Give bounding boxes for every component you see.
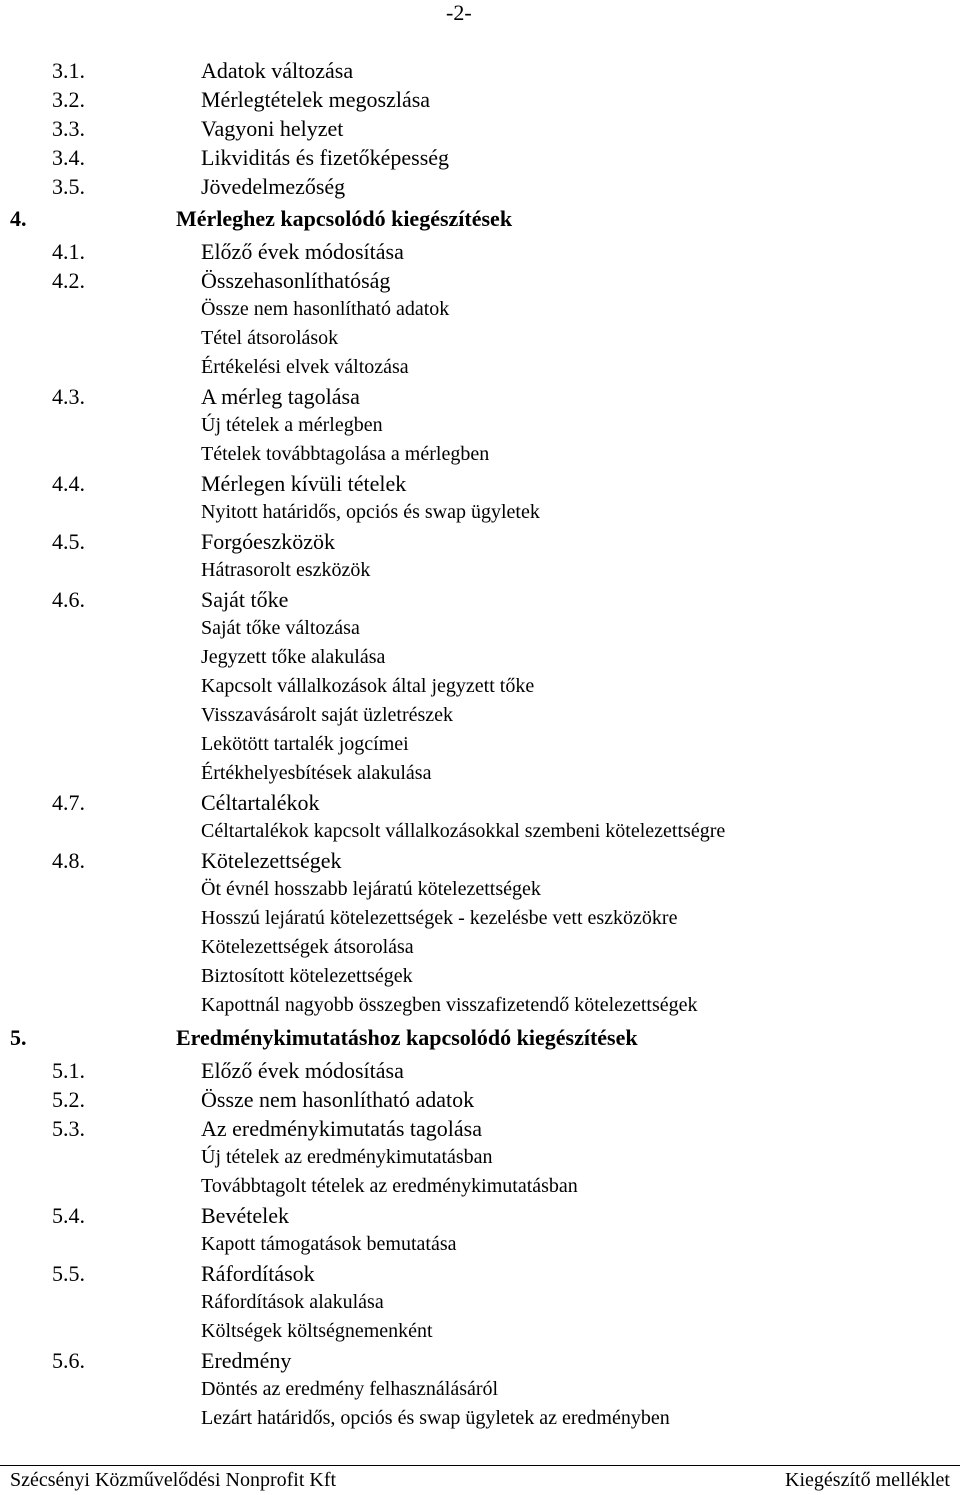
toc-number: 4.5. (52, 529, 85, 554)
toc-item-row (0, 846, 960, 875)
toc-number: 4.1. (52, 239, 85, 264)
toc-title: Tételek továbbtagolása a mérlegben (201, 443, 490, 465)
toc-number: 4.4. (52, 471, 85, 496)
toc-title: Kapcsolt vállalkozások által jegyzett tőke (201, 675, 535, 697)
toc-title: Új tételek a mérlegben (201, 414, 383, 436)
toc-subitem-row (0, 614, 960, 643)
toc-title: Lekötött tartalék jogcímei (201, 733, 409, 755)
toc-item-row (0, 585, 960, 614)
toc-subitem-row (0, 933, 960, 962)
toc-title: Jövedelmezőség (201, 174, 346, 199)
toc-subitem-row (0, 962, 960, 991)
toc-title: Mérleghez kapcsolódó kiegészítések (176, 206, 513, 231)
toc-subitem-row (0, 817, 960, 846)
toc-number: 3.4. (52, 145, 85, 170)
toc-title: Hosszú lejáratú kötelezettségek - kezelésbe vett eszközökre (201, 907, 678, 929)
toc-item-row (0, 469, 960, 498)
toc-title: Mérlegtételek megoszlása (201, 87, 431, 112)
toc-number: 5.1. (52, 1058, 85, 1083)
toc-section-row (0, 201, 960, 237)
toc-item-row (0, 172, 960, 201)
toc-number: 3.1. (52, 58, 85, 83)
toc-number: 4. (10, 206, 27, 231)
toc-subitem-row (0, 875, 960, 904)
toc-subitem-row (0, 701, 960, 730)
toc-title: Forgóeszközök (201, 529, 336, 554)
toc-subitem-row (0, 1404, 960, 1433)
toc-title: Ráfordítások alakulása (201, 1291, 384, 1313)
toc-subitem-row (0, 1230, 960, 1259)
toc-item-row (0, 237, 960, 266)
toc-number: 4.8. (52, 848, 85, 873)
toc-subitem-row (0, 556, 960, 585)
toc-section-row (0, 1020, 960, 1056)
toc-subitem-row (0, 353, 960, 382)
toc-title: Hátrasorolt eszközök (201, 559, 371, 581)
toc-item-row (0, 1085, 960, 1114)
toc-item-row (0, 1201, 960, 1230)
toc-subitem-row (0, 440, 960, 469)
toc-title: Nyitott határidős, opciós és swap ügyletek (201, 501, 540, 523)
toc-number: 4.3. (52, 384, 85, 409)
toc-item-row (0, 1259, 960, 1288)
toc-subitem-row (0, 1143, 960, 1172)
toc-number: 3.3. (52, 116, 85, 141)
toc-item-row (0, 266, 960, 295)
toc-subitem-row (0, 324, 960, 353)
toc-subitem-row (0, 730, 960, 759)
toc-item-row (0, 527, 960, 556)
footer-document-title: Kiegészítő melléklet (785, 1469, 950, 1491)
toc-title: Kapottnál nagyobb összegben visszafizetendő kötelezettségek (201, 994, 698, 1016)
toc-subitem-row (0, 759, 960, 788)
toc-subitem-row (0, 295, 960, 324)
toc-title: Össze nem hasonlítható adatok (201, 298, 450, 320)
toc-title: Értékhelyesbítések alakulása (201, 762, 432, 784)
footer-organization: Szécsényi Közművelődési Nonprofit Kft (10, 1469, 337, 1491)
toc-title: Költségek költségnemenként (201, 1320, 433, 1342)
toc-item-row (0, 1056, 960, 1085)
toc-number: 5.2. (52, 1087, 85, 1112)
toc-subitem-row (0, 1172, 960, 1201)
toc-title: Továbbtagolt tételek az eredménykimutatásban (201, 1175, 578, 1197)
toc-title: Saját tőke változása (201, 617, 360, 639)
toc-title: Új tételek az eredménykimutatásban (201, 1146, 493, 1168)
toc-number: 5.6. (52, 1348, 85, 1373)
toc-title: Bevételek (201, 1203, 289, 1228)
toc-number: 5.5. (52, 1261, 85, 1286)
toc-title: Előző évek módosítása (201, 1058, 404, 1083)
toc-title: Eredmény (201, 1348, 292, 1373)
toc-title: Öt évnél hosszabb lejáratú kötelezettségek (201, 878, 541, 900)
toc-title: Döntés az eredmény felhasználásáról (201, 1378, 499, 1400)
toc-title: Eredménykimutatáshoz kapcsolódó kiegészítések (176, 1025, 638, 1050)
toc-number: 4.7. (52, 790, 85, 815)
toc-title: Össze nem hasonlítható adatok (201, 1087, 475, 1112)
toc-number: 4.6. (52, 587, 85, 612)
toc-item-row (0, 85, 960, 114)
toc-number: 5.3. (52, 1116, 85, 1141)
toc-title: Kötelezettségek átsorolása (201, 936, 414, 958)
toc-subitem-row (0, 411, 960, 440)
toc-subitem-row (0, 1288, 960, 1317)
toc-title: Értékelési elvek változása (201, 356, 409, 378)
toc-title: Jegyzett tőke alakulása (201, 646, 386, 668)
toc-title: Céltartalékok (201, 790, 320, 815)
table-of-contents (0, 56, 960, 1433)
toc-title: Kapott támogatások bemutatása (201, 1233, 457, 1255)
toc-title: Kötelezettségek (201, 848, 342, 873)
toc-item-row (0, 1346, 960, 1375)
toc-number: 3.2. (52, 87, 85, 112)
toc-subitem-row (0, 904, 960, 933)
toc-title: Likviditás és fizetőképesség (201, 145, 450, 170)
toc-title: Adatok változása (201, 58, 354, 83)
toc-title: Tétel átsorolások (201, 327, 339, 349)
toc-title: Ráfordítások (201, 1261, 315, 1286)
toc-title: Biztosított kötelezettségek (201, 965, 413, 987)
toc-title: Előző évek módosítása (201, 239, 404, 264)
toc-title: Céltartalékok kapcsolt vállalkozásokkal szembeni kötelezettségre (201, 820, 726, 842)
page-number: -2- (446, 0, 472, 25)
toc-item-row (0, 143, 960, 172)
toc-subitem-row (0, 991, 960, 1020)
toc-item-row (0, 788, 960, 817)
toc-title: Lezárt határidős, opciós és swap ügyletek az eredményben (201, 1407, 670, 1429)
toc-subitem-row (0, 1375, 960, 1404)
toc-item-row (0, 382, 960, 411)
toc-title: Összehasonlíthatóság (201, 268, 391, 293)
toc-title: A mérleg tagolása (201, 384, 360, 409)
toc-title: Mérlegen kívüli tételek (201, 471, 407, 496)
toc-number: 5.4. (52, 1203, 85, 1228)
toc-number: 3.5. (52, 174, 85, 199)
toc-title: Vagyoni helyzet (201, 116, 344, 141)
page-footer (0, 1465, 960, 1495)
toc-item-row (0, 56, 960, 85)
toc-subitem-row (0, 672, 960, 701)
toc-number: 5. (10, 1025, 27, 1050)
toc-item-row (0, 1114, 960, 1143)
toc-subitem-row (0, 643, 960, 672)
toc-title: Az eredménykimutatás tagolása (201, 1116, 483, 1141)
toc-title: Visszavásárolt saját üzletrészek (201, 704, 454, 726)
toc-item-row (0, 114, 960, 143)
toc-subitem-row (0, 1317, 960, 1346)
toc-title: Saját tőke (201, 587, 289, 612)
toc-number: 4.2. (52, 268, 85, 293)
toc-subitem-row (0, 498, 960, 527)
